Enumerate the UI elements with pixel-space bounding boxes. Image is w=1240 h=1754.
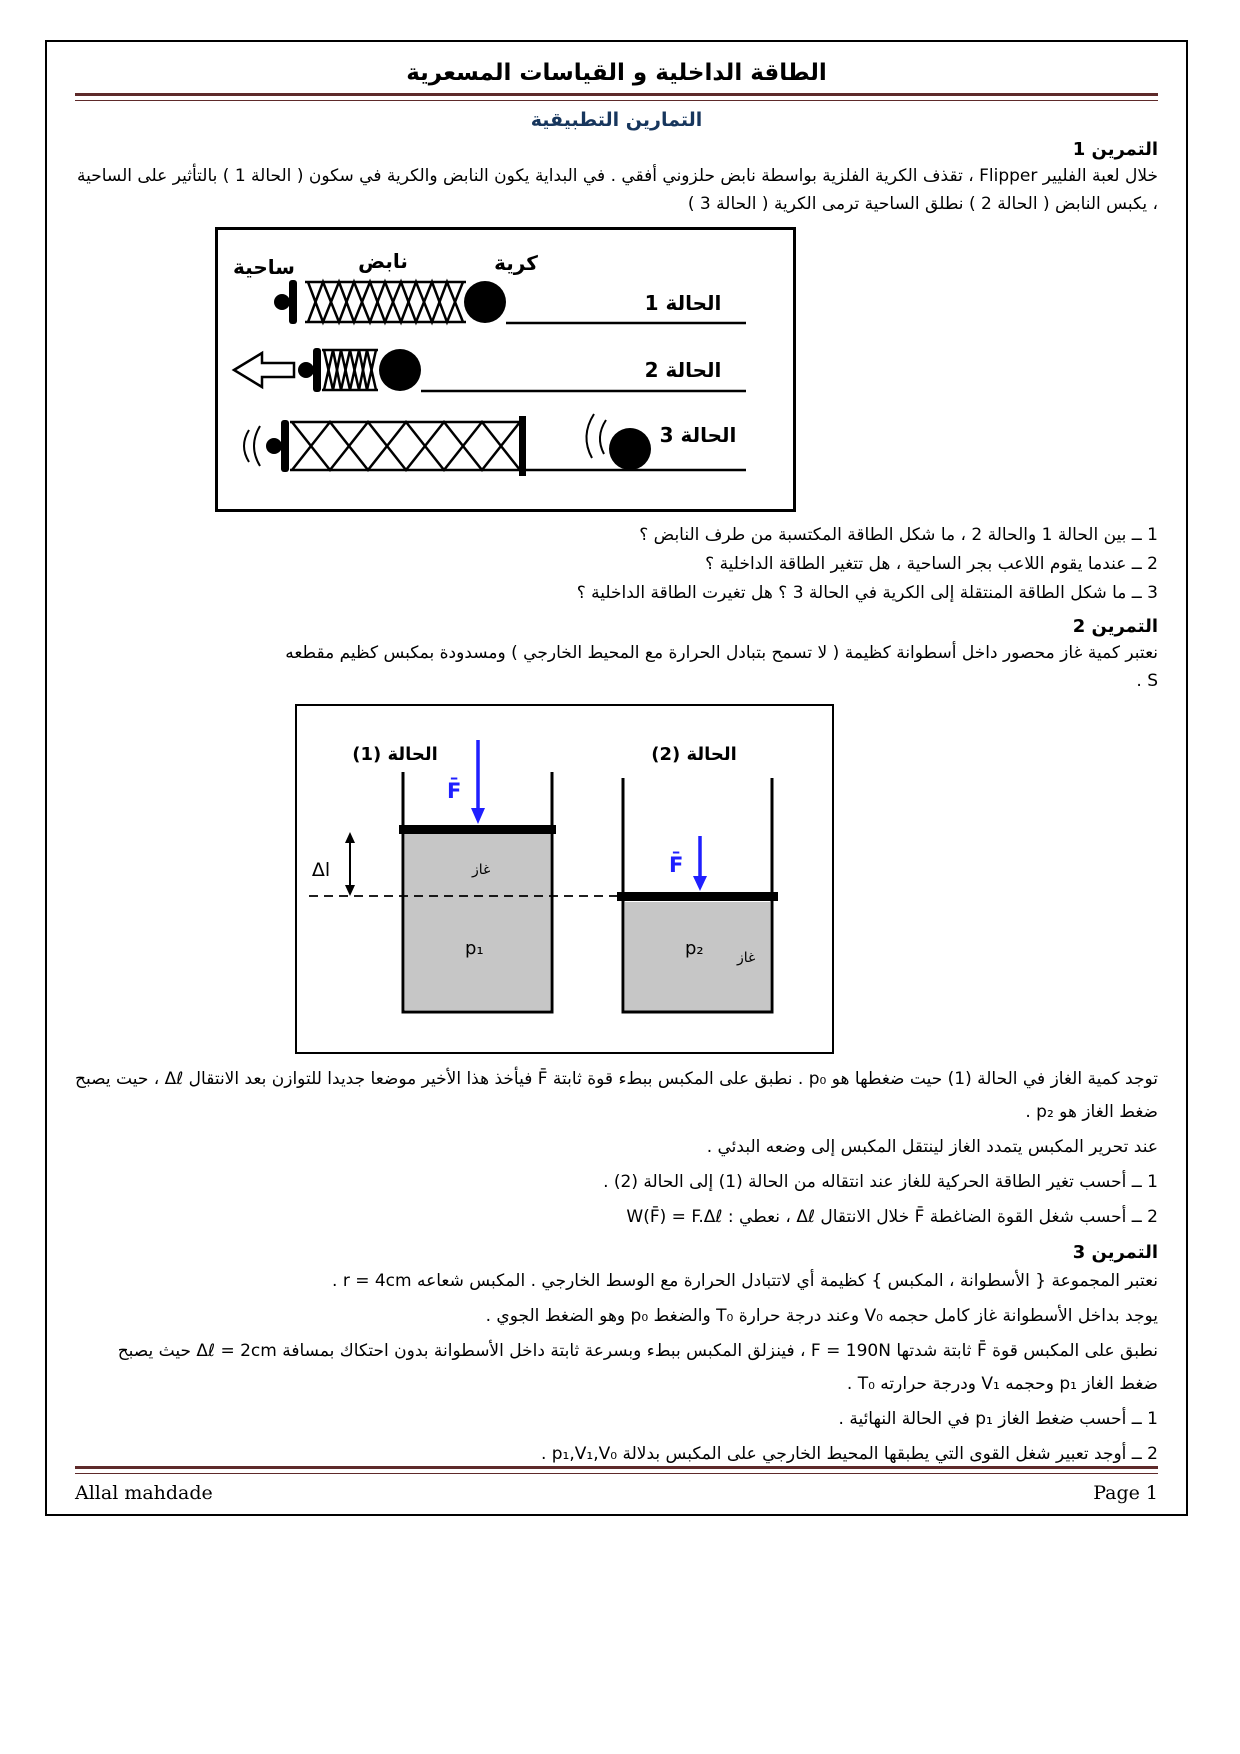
exercise3-paragraph-1: نعتبر المجموعة { الأسطوانة ، المكبس } كظيمة أي لاتتبادل الحرارة مع الوسط الخارجي . المكبس شعاعه r = 4cm .: [332, 1271, 1158, 1291]
motion-marks-icon: [600, 420, 606, 454]
gas-region: [405, 834, 550, 1010]
figure1-wrapper: [75, 227, 1158, 512]
page-frame: [45, 40, 1188, 1516]
exercise1-question-3: 3 ــ ما شكل الطاقة المنتقلة إلى الكرية في الحالة 3 ؟ هل تغيرت الطاقة الداخلية ؟: [576, 583, 1158, 603]
spring-zigzag: [308, 282, 463, 322]
section-subtitle: التمارين التطبيقية: [530, 109, 703, 131]
exercise3-heading: التمرين 3: [1072, 1242, 1158, 1263]
label-spring: نابض: [358, 249, 408, 273]
pressure2-label: p₂: [685, 938, 704, 959]
exercise2-intro-line1: نعتبر كمية غاز محصور داخل أسطوانة كظيمة ( لا تسمح بتبادل الحرارة مع المحيط الخارجي ) ومسدودة بمكبس كظيم مقطعه: [285, 643, 1158, 663]
delta-label: Δl: [311, 859, 331, 881]
cylinder1-state-label: الحالة (1): [352, 744, 438, 765]
figure2-wrapper: [75, 704, 1158, 1054]
spring-end-plate: [519, 416, 526, 476]
state1-label: الحالة 1: [644, 291, 722, 315]
state3-label: الحالة 3: [659, 423, 737, 447]
exercise1-intro: خلال لعبة الفليير Flipper ، تقذف الكرية الفلزية بواسطة نابض حلزوني أفقي . في البداية يكون النابض والكرية في سكون ( الحالة 1 ) بالتأثير على الساحية ، يكبس النابض ( الحالة 2 ) نطلق الساحية ترمى الكرية ( الحالة 3 ): [76, 166, 1158, 214]
delta-arrowhead-icon: [345, 832, 355, 843]
exercise2-intro-line2: S .: [1136, 671, 1158, 691]
exercise2-heading: التمرين 2: [1072, 616, 1158, 637]
label-trigger: ساحية: [233, 255, 295, 279]
force-arrowhead-icon: [471, 808, 485, 824]
ball-icon: [609, 428, 651, 470]
gas-label: غاز: [737, 950, 756, 966]
cylinder2-state-label: الحالة (2): [651, 744, 737, 765]
label-ball: كرية: [494, 251, 538, 275]
ball-icon: [464, 281, 506, 323]
exercise2-paragraph-1: توجد كمية الغاز في الحالة (1) حيت ضغطها هو p₀ . نطبق على المكبس ببطء قوة ثابتة F̄ فيأخذ هذا الأخير موضعا جديدا للتوازن بعد الانتقال Δℓ ، حيت يصبح ضغط الغاز هو p₂ .: [75, 1069, 1158, 1122]
exercise1-heading: التمرين 1: [1072, 139, 1158, 160]
exercise1-question-2: 2 ــ عندما يقوم اللاعب بجر الساحية ، هل تتغير الطاقة الداخلية ؟: [705, 554, 1158, 574]
force-label: F̄: [669, 853, 684, 877]
figure-piston-cylinders: [295, 704, 834, 1054]
exercise3-question-1: 1 ــ أحسب ضغط الغاز p₁ في الحالة النهائية .: [838, 1409, 1158, 1429]
exercise2-question-1: 1 ــ أحسب تغير الطاقة الحركية للغاز عند انتقاله من الحالة (1) إلى الحالة (2) .: [603, 1172, 1158, 1192]
motion-marks-icon: [586, 414, 594, 458]
flipper-diagram: [218, 230, 787, 509]
title-rule: [75, 93, 1158, 101]
plunger-knob-icon: [274, 294, 290, 310]
plunger-bar-icon: [289, 280, 297, 324]
piston-diagram: [297, 706, 828, 1052]
page-footer: [75, 1466, 1158, 1504]
plunger-bar-icon: [281, 420, 289, 472]
spring-zigzag: [292, 422, 520, 470]
force-label: F̄: [447, 779, 462, 803]
state2-label: الحالة 2: [644, 358, 722, 382]
footer-rule: [75, 1466, 1158, 1474]
ball-icon: [379, 349, 421, 391]
force-arrowhead-icon: [693, 876, 707, 891]
motion-marks-icon: [244, 430, 249, 462]
exercise2-question-2: 2 ــ أحسب شغل القوة الضاغطة F̄ خلال الانتقال Δℓ ، نعطي : W(F̄) = F.Δℓ: [626, 1207, 1158, 1227]
delta-arrowhead-icon: [345, 885, 355, 896]
exercise2-intro: [75, 639, 1158, 695]
pressure1-label: p₁: [465, 938, 484, 959]
figure-flipper: [215, 227, 796, 512]
plunger-knob-icon: [298, 362, 314, 378]
page-title: الطاقة الداخلية و القياسات المسعرية: [406, 60, 827, 86]
exercise3-paragraph-2: يوجد بداخل الأسطوانة غاز كامل حجمه V₀ وعند درجة حرارة T₀ والضغط p₀ وهو الضغط الجوي .: [485, 1306, 1158, 1326]
piston-bar: [617, 892, 778, 901]
motion-marks-icon: [254, 426, 260, 466]
gas-label: غاز: [472, 862, 491, 878]
footer-author: Allal mahdade: [75, 1482, 213, 1504]
piston-bar: [399, 825, 556, 834]
left-arrow-icon: [234, 353, 294, 387]
exercise1-question-1: 1 ــ بين الحالة 1 والحالة 2 ، ما شكل الطاقة المكتسبة من طرف النابض ؟: [639, 525, 1158, 545]
plunger-bar-icon: [313, 348, 321, 392]
spring-zigzag: [292, 422, 520, 470]
plunger-knob-icon: [266, 438, 282, 454]
footer-page-number: Page 1: [1093, 1482, 1158, 1504]
exercise2-paragraph-2: عند تحرير المكبس يتمدد الغاز لينتقل المكبس إلى وضعه البدئي .: [706, 1137, 1158, 1157]
exercise3-question-2: 2 ــ أوجد تعبير شغل القوى التي يطبقها المحيط الخارجي على المكبس بدلالة p₁,V₁,V₀ .: [540, 1444, 1158, 1464]
exercise3-paragraph-3: نطبق على المكبس قوة F̄ ثابتة شدتها F = 190N ، فينزلق المكبس ببطء وبسرعة ثابتة داخل الأسطوانة بدون احتكاك بمسافة Δℓ = 2cm حيث يصبح ضغط الغاز p₁ وحجمه V₁ ودرجة حرارته T₀ .: [117, 1341, 1158, 1394]
